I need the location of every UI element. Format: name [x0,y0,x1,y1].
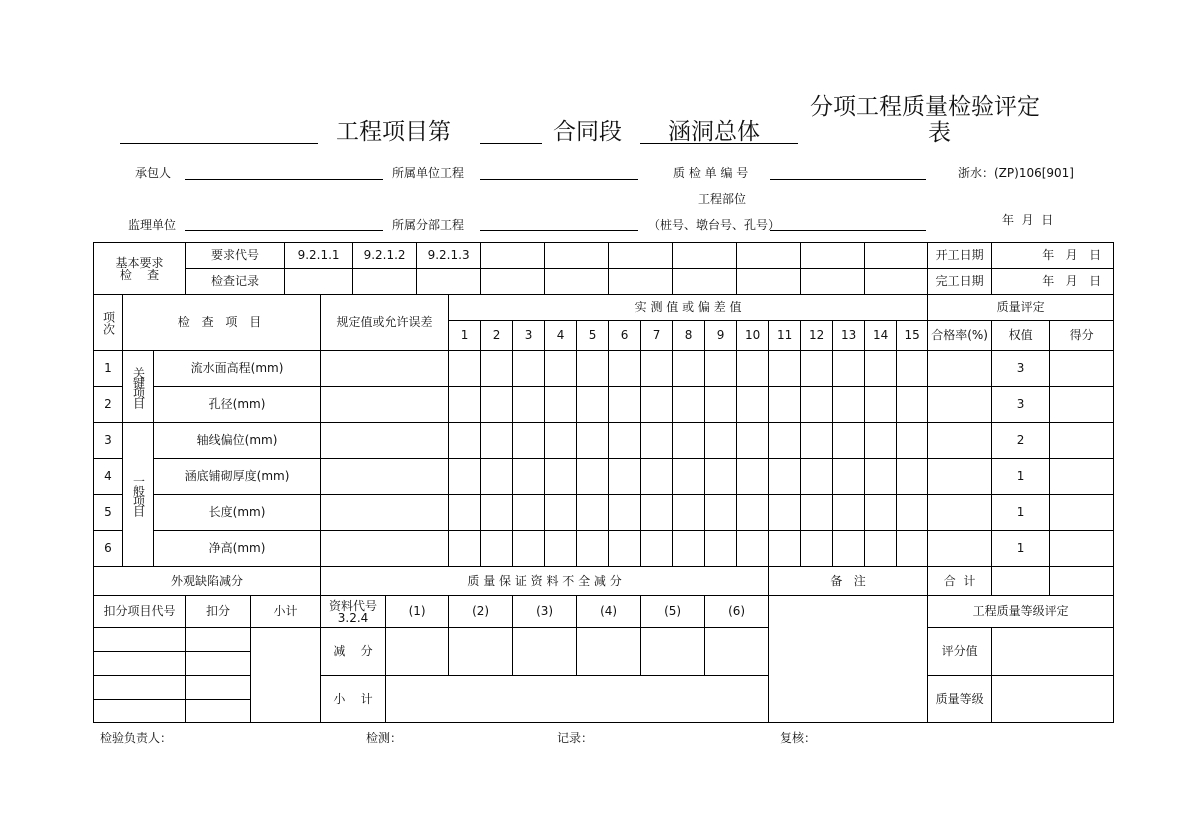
start-date-label: 开工日期 [928,243,992,269]
measure-cell[interactable] [897,387,928,423]
record-cell[interactable] [417,269,481,295]
spec-cell[interactable] [321,351,449,387]
measure-cell[interactable] [705,423,737,459]
score-cell[interactable] [1050,459,1114,495]
measure-cell[interactable] [449,459,481,495]
measure-cell[interactable] [833,459,865,495]
table-row [94,351,1114,387]
score-cell[interactable] [1050,531,1114,567]
measure-cell[interactable] [833,387,865,423]
measure-cell[interactable] [673,423,705,459]
doc-item-6: (6) [705,596,769,628]
measure-cell[interactable] [513,351,545,387]
location-hint: （桩号、墩台号、孔号） [648,218,781,232]
measure-number-1: 1 [449,321,481,351]
table-row [94,495,1114,531]
score-cell[interactable] [1050,351,1114,387]
unit-project-field[interactable] [480,179,638,180]
measure-cell[interactable] [673,351,705,387]
measure-cell[interactable] [705,531,737,567]
measure-cell[interactable] [897,531,928,567]
measure-cell[interactable] [737,459,769,495]
spec-cell[interactable] [321,423,449,459]
measure-cell[interactable] [897,459,928,495]
measure-number-10: 10 [737,321,769,351]
total-label: 合 计 [928,567,992,596]
measure-cell[interactable] [833,495,865,531]
measure-cell[interactable] [577,531,609,567]
measure-cell[interactable] [737,387,769,423]
footer-review: 复核： [780,731,817,745]
record-cell[interactable] [285,269,353,295]
req-code-cell[interactable] [737,243,801,269]
deduct-header: 扣分 [186,596,251,628]
measure-cell[interactable] [897,423,928,459]
measure-cell[interactable] [577,495,609,531]
weight-cell: 1 [992,531,1050,567]
contractor-field[interactable] [185,179,383,180]
item-name: 涵底铺砌厚度(mm) [154,459,321,495]
form-title-line1: 分项工程质量检验评定 [810,94,1040,120]
measure-cell[interactable] [769,459,801,495]
deduct-cell[interactable] [186,628,251,652]
pass-rate-header: 合格率(%) [928,321,992,351]
division-project-field[interactable] [480,230,638,231]
measure-cell[interactable] [833,423,865,459]
measure-cell[interactable] [801,459,833,495]
measure-cell[interactable] [865,459,897,495]
score-cell[interactable] [1050,495,1114,531]
measure-cell[interactable] [609,459,641,495]
subtotal-header: 小计 [251,596,321,628]
docs-deduction-label: 质 量 保 证 资 料 不 全 减 分 [321,567,769,596]
req-code-cell[interactable] [673,243,737,269]
subtotal-row-label: 小 计 [321,676,386,723]
total-cell[interactable] [1050,567,1114,596]
req-code-1: 9.2.1.1 [285,243,353,269]
measure-cell[interactable] [641,351,673,387]
subtotal-cell[interactable] [251,628,321,723]
pass-rate-cell[interactable] [928,387,992,423]
score-value-label: 评分值 [928,628,992,676]
spec-cell[interactable] [321,531,449,567]
measure-cell[interactable] [897,495,928,531]
deduct-code-header: 扣分项目代号 [94,596,186,628]
measure-cell[interactable] [769,387,801,423]
measure-cell[interactable] [673,387,705,423]
measure-number-2: 2 [481,321,513,351]
score-value-cell[interactable] [992,628,1114,676]
doc-item-2: (2) [449,596,513,628]
measure-cell[interactable] [673,495,705,531]
record-cell[interactable] [353,269,417,295]
table-row [94,459,1114,495]
item-name: 净高(mm) [154,531,321,567]
deduct-cell[interactable] [186,652,251,676]
item-name: 孔径(mm) [154,387,321,423]
item-name: 长度(mm) [154,495,321,531]
req-code-cell[interactable] [865,243,928,269]
item-name: 流水面高程(mm) [154,351,321,387]
measure-cell[interactable] [833,531,865,567]
record-cell[interactable] [545,269,609,295]
doc-deduct-cell[interactable] [705,628,769,676]
measure-number-6: 6 [609,321,641,351]
pass-rate-cell[interactable] [928,459,992,495]
measure-cell[interactable] [577,387,609,423]
index-header-text: 项次 [101,310,116,335]
doc-item-5: (5) [641,596,705,628]
weight-cell: 1 [992,495,1050,531]
group-key-text: 关键项目 [131,366,146,407]
measure-cell[interactable] [545,423,577,459]
pass-rate-cell[interactable] [928,423,992,459]
row-index: 5 [94,495,123,531]
weight-cell: 3 [992,351,1050,387]
measure-cell[interactable] [449,387,481,423]
measure-cell[interactable] [609,495,641,531]
group-general [123,423,154,567]
doc-deduct-cell[interactable] [513,628,577,676]
measure-cell[interactable] [801,423,833,459]
measure-cell[interactable] [673,459,705,495]
pass-rate-cell[interactable] [928,531,992,567]
doc-item-1: (1) [386,596,449,628]
measure-cell[interactable] [577,351,609,387]
row-index: 3 [94,423,123,459]
project-name-blank[interactable] [120,143,318,144]
score-cell[interactable] [1050,423,1114,459]
req-code-cell[interactable] [609,243,673,269]
measure-cell[interactable] [481,387,513,423]
measured-header: 实 测 值 或 偏 差 值 [449,295,928,321]
unit-project-label: 所属单位工程 [392,166,465,180]
measure-cell[interactable] [641,423,673,459]
measure-number-13: 13 [833,321,865,351]
pass-rate-cell[interactable] [928,351,992,387]
measure-cell[interactable] [737,531,769,567]
date-label: 年 月 日 [1002,213,1054,227]
spec-header: 规定值或允许误差 [321,295,449,351]
division-project-label: 所属分部工程 [392,218,465,232]
contract-section-blank[interactable] [480,143,542,144]
measure-cell[interactable] [705,495,737,531]
measure-cell[interactable] [481,423,513,459]
quality-header: 质量评定 [928,295,1114,321]
measure-cell[interactable] [705,351,737,387]
measure-cell[interactable] [545,495,577,531]
end-date-value[interactable]: 年 月 日 [992,269,1114,295]
deduct-code-cell[interactable] [94,652,186,676]
spec-cell[interactable] [321,495,449,531]
measure-cell[interactable] [769,351,801,387]
measure-cell[interactable] [513,423,545,459]
measure-number-5: 5 [577,321,609,351]
measure-cell[interactable] [705,459,737,495]
remarks-label: 备 注 [769,567,928,596]
code-label: 要求代号 [186,243,285,269]
index-header [94,295,123,351]
deduct-code-cell[interactable] [94,628,186,652]
measure-cell[interactable] [449,423,481,459]
measure-number-15: 15 [897,321,928,351]
measure-cell[interactable] [577,423,609,459]
record-cell[interactable] [801,269,865,295]
record-cell[interactable] [481,269,545,295]
measure-cell[interactable] [641,531,673,567]
doc-code-header: 资料代号 3.2.4 [321,596,386,628]
measure-number-11: 11 [769,321,801,351]
measure-cell[interactable] [737,495,769,531]
doc-deduct-cell[interactable] [577,628,641,676]
doc-item-4: (4) [577,596,641,628]
deduct-cell[interactable] [186,700,251,723]
measure-cell[interactable] [545,387,577,423]
title-part1: 工程项目第 [336,119,451,145]
contractor-label: 承包人 [135,166,172,180]
measure-cell[interactable] [513,495,545,531]
measure-cell[interactable] [513,459,545,495]
group-general-text: 一般项目 [131,474,146,515]
doc-item-3: (3) [513,596,577,628]
measure-cell[interactable] [769,531,801,567]
req-code-2: 9.2.1.2 [353,243,417,269]
row-index: 1 [94,351,123,387]
total-cell[interactable] [992,567,1050,596]
measure-cell[interactable] [801,387,833,423]
weight-cell: 1 [992,459,1050,495]
footer-test: 检测： [366,731,403,745]
doc-deduct-cell[interactable] [386,628,449,676]
supervisor-field[interactable] [185,230,383,231]
inspection-no-field[interactable] [770,179,926,180]
measure-cell[interactable] [865,495,897,531]
item-name: 轴线偏位(mm) [154,423,321,459]
measure-cell[interactable] [833,351,865,387]
req-code-3: 9.2.1.3 [417,243,481,269]
form-code: 浙水：(ZP)106[901] [958,166,1074,180]
inspection-no-label: 质 检 单 编 号 [673,166,749,180]
measure-cell[interactable] [801,495,833,531]
measure-cell[interactable] [609,531,641,567]
score-header: 得分 [1050,321,1114,351]
weight-cell: 2 [992,423,1050,459]
record-cell[interactable] [737,269,801,295]
req-code-cell[interactable] [801,243,865,269]
appearance-deduction-label: 外观缺陷减分 [94,567,321,596]
measure-cell[interactable] [865,531,897,567]
subitem-name: 涵洞总体 [668,119,760,145]
doc-deduct-cell[interactable] [449,628,513,676]
measure-cell[interactable] [449,531,481,567]
measure-number-12: 12 [801,321,833,351]
item-header: 检 查 项 目 [123,295,321,351]
measure-cell[interactable] [737,351,769,387]
end-date-label: 完工日期 [928,269,992,295]
measure-cell[interactable] [769,495,801,531]
footer-inspector: 检验负责人： [100,731,173,745]
measure-cell[interactable] [449,495,481,531]
spec-cell[interactable] [321,459,449,495]
doc-deduct-cell[interactable] [641,628,705,676]
req-code-cell[interactable] [481,243,545,269]
measure-number-7: 7 [641,321,673,351]
measure-cell[interactable] [513,387,545,423]
measure-number-14: 14 [865,321,897,351]
title-part2: 合同段 [553,119,622,145]
measure-cell[interactable] [449,351,481,387]
measure-number-3: 3 [513,321,545,351]
grade-label: 质量等级 [928,676,992,723]
record-cell[interactable] [609,269,673,295]
form-title-line2: 表 [928,120,951,146]
measure-cell[interactable] [801,351,833,387]
row-index: 6 [94,531,123,567]
remarks-cell[interactable] [769,596,928,723]
measure-cell[interactable] [609,351,641,387]
measure-cell[interactable] [865,351,897,387]
deduct-cell[interactable] [186,676,251,700]
table-row [94,531,1114,567]
measure-number-9: 9 [705,321,737,351]
measure-cell[interactable] [481,459,513,495]
measure-cell[interactable] [609,423,641,459]
measure-cell[interactable] [769,423,801,459]
deduct-code-cell[interactable] [94,676,186,700]
measure-cell[interactable] [545,531,577,567]
measure-cell[interactable] [641,387,673,423]
grade-title: 工程质量等级评定 [928,596,1114,628]
record-cell[interactable] [673,269,737,295]
inspection-table [93,242,1114,723]
measure-cell[interactable] [865,423,897,459]
measure-cell[interactable] [545,351,577,387]
score-cell[interactable] [1050,387,1114,423]
grade-cell[interactable] [992,676,1114,723]
measure-cell[interactable] [737,423,769,459]
measure-cell[interactable] [577,459,609,495]
measure-cell[interactable] [801,531,833,567]
start-date-value[interactable]: 年 月 日 [992,243,1114,269]
spec-cell[interactable] [321,387,449,423]
measure-cell[interactable] [641,459,673,495]
measure-cell[interactable] [609,387,641,423]
measure-cell[interactable] [481,531,513,567]
basic-requirements-label: 基本要求 检 查 [94,243,186,295]
row-index: 4 [94,459,123,495]
measure-cell[interactable] [481,351,513,387]
footer-record: 记录： [557,731,594,745]
measure-number-4: 4 [545,321,577,351]
req-code-cell[interactable] [545,243,609,269]
record-cell[interactable] [865,269,928,295]
weight-cell: 3 [992,387,1050,423]
table-row [94,387,1114,423]
measure-cell[interactable] [673,531,705,567]
pass-rate-cell[interactable] [928,495,992,531]
measure-cell[interactable] [641,495,673,531]
supervisor-label: 监理单位 [128,218,177,232]
measure-number-8: 8 [673,321,705,351]
location-field[interactable] [770,230,926,231]
measure-cell[interactable] [897,351,928,387]
measure-cell[interactable] [513,531,545,567]
weight-header: 权值 [992,321,1050,351]
deduct-code-cell[interactable] [94,700,186,723]
deduct-row-label: 减 分 [321,628,386,676]
doc-subtotal-cell[interactable] [386,676,769,723]
measure-cell[interactable] [865,387,897,423]
table-row [94,423,1114,459]
measure-cell[interactable] [705,387,737,423]
measure-cell[interactable] [481,495,513,531]
record-label: 检查记录 [186,269,285,295]
group-key [123,351,154,423]
measure-cell[interactable] [545,459,577,495]
row-index: 2 [94,387,123,423]
project-location-label: 工程部位 [698,192,747,206]
